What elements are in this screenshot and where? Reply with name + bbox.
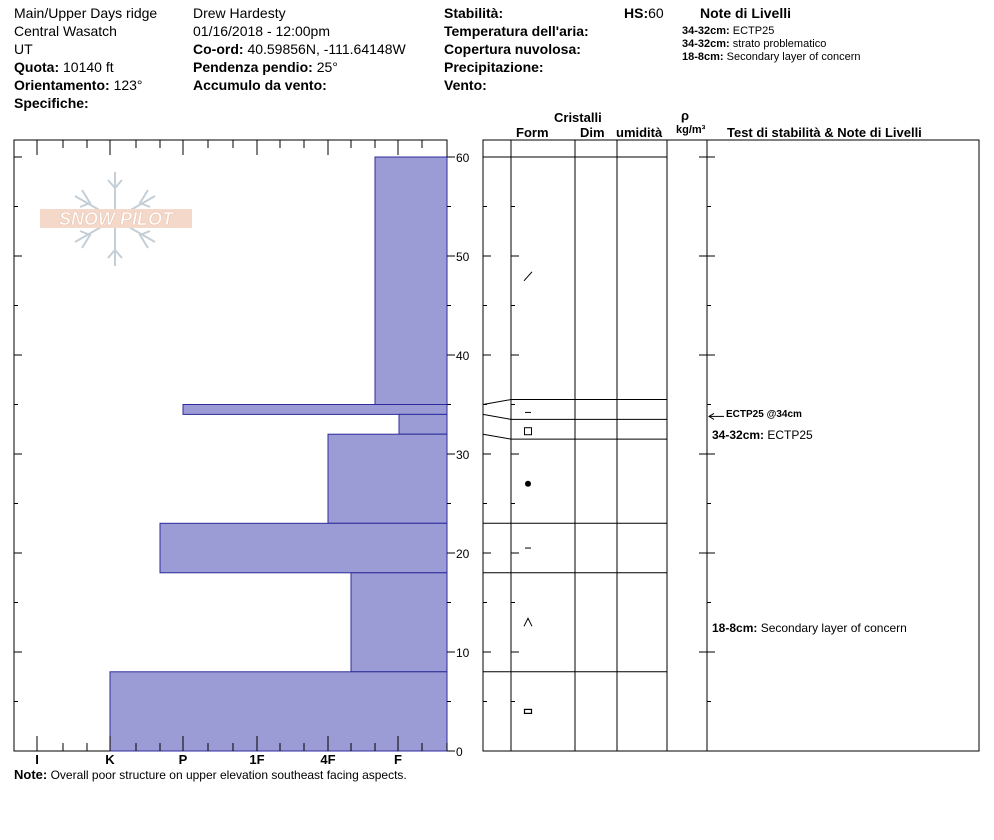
hardness-label: 4F [320,752,336,767]
layer-note-range: 34-32cm: [682,25,730,37]
layer-note-text: strato problematico [732,38,827,50]
coords-value: 40.59856N, -111.64148W [247,41,406,57]
layer-note-text: ECTP25 [732,25,775,37]
hardness-bar [375,157,447,405]
state: UT [14,41,33,57]
depth-label: 10 [456,646,470,660]
location: Main/Upper Days ridge [14,5,158,21]
wind-loading-label: Accumulo da vento: [193,77,327,93]
stability-label: Stabilità: [444,5,504,21]
test-annotation-text: ECTP25 [767,428,813,442]
elevation-value: 10140 ft [63,59,114,75]
hardness-label: 1F [249,752,265,767]
grain-form-symbol [525,709,532,713]
elevation-label: Quota: [14,59,60,75]
form-header: Form [516,125,549,140]
specifics-label: Specifiche: [14,95,89,111]
layer-notes-title: Note di Livelli [700,5,792,21]
ectp-arrow-label: ECTP25 @34cm [726,409,802,420]
hardness-bar [328,434,447,523]
depth-axis [447,151,470,759]
crystals-header: Cristalli [554,110,602,125]
footer-note [14,767,407,782]
moisture-header: umidità [616,125,663,140]
layer-note-text: Secondary layer of concern [726,51,861,63]
test-annotation-range: 18-8cm: [712,621,758,635]
cloud-label: Copertura nuvolosa: [444,41,581,57]
note-text: Overall poor structure on upper elevation southeast facing aspects. [50,768,407,782]
hardness-bars [110,157,447,751]
snowpilot-logo [40,172,192,266]
density-unit-header: kg/m³ [676,124,706,136]
depth-label: 20 [456,547,470,561]
hardness-label: K [105,752,115,767]
depth-label: 0 [456,745,463,759]
hardness-label: F [394,752,402,767]
hardness-bar [110,672,447,751]
air-temp-label: Temperatura dell'aria: [444,23,589,39]
grain-form-symbol [524,272,532,281]
aspect-label: Orientamento: [14,77,110,93]
tests-notes-header: Test di stabilità & Note di Livelli [727,125,922,140]
grain-form-symbol [525,428,532,435]
hs-value: 60 [648,5,664,21]
test-annotation-text: Secondary layer of concern [760,621,907,635]
depth-label: 50 [456,250,470,264]
hardness-bar [183,405,447,415]
depth-label: 60 [456,151,470,165]
hardness-bar [351,573,447,672]
test-annotation [712,428,813,442]
coords-label: Co-ord: [193,41,244,57]
hs-label: HS: [624,5,649,21]
logo-text: SNOW PILOT [59,209,173,229]
aspect-value: 123° [113,77,143,93]
precip-label: Precipitazione: [444,59,544,75]
grain-form-symbol [525,481,531,487]
rho-header: ρ [681,108,690,123]
hardness-bar [160,523,447,573]
slope-value: 25° [316,59,338,75]
region: Central Wasatch [14,23,117,39]
grain-form-symbol [524,618,532,626]
hardness-label: P [178,752,188,767]
size-header: Dim [580,125,605,140]
hardness-bar [399,414,447,434]
hardness-label: I [35,752,39,767]
slope-label: Pendenza pendio: [193,59,313,75]
note-label: Note: [14,767,48,782]
stability-tests [709,413,724,419]
test-annotation-range: 34-32cm: [712,428,765,442]
wind-label: Vento: [444,77,487,93]
layer-note-range: 18-8cm: [682,51,724,63]
depth-label: 40 [456,349,470,363]
crystal-table [483,140,979,751]
layer-note-range: 34-32cm: [682,38,730,50]
test-annotation [712,621,907,635]
datetime: 01/16/2018 - 12:00pm [193,23,330,39]
depth-label: 30 [456,448,470,462]
observer: Drew Hardesty [193,5,286,21]
